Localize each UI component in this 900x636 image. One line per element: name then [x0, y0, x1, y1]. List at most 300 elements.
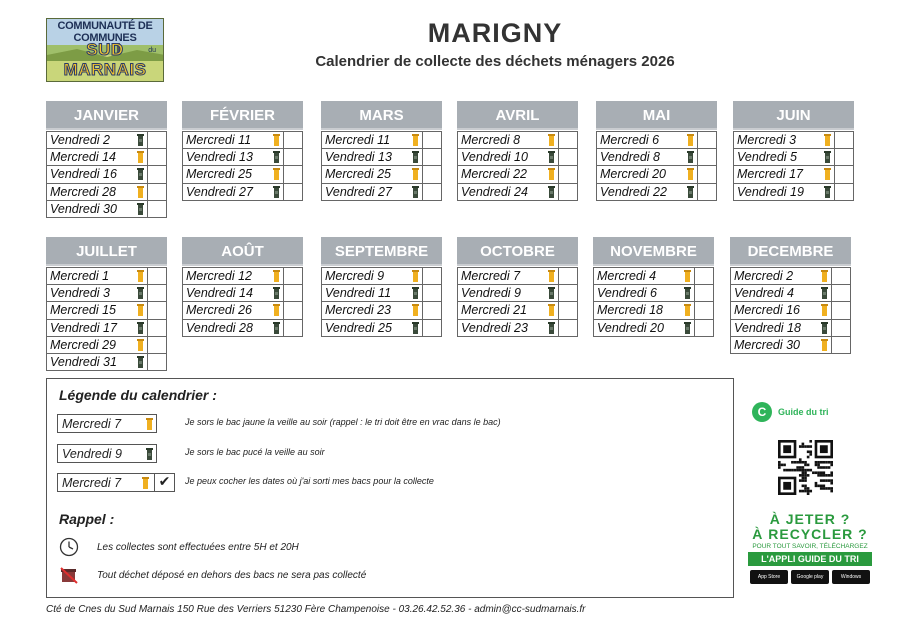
collection-date-text: Mercredi 15 [50, 303, 116, 318]
month-rows [457, 267, 578, 337]
collection-row [183, 184, 302, 201]
collection-row [458, 302, 577, 319]
collection-date-text: Vendredi 10 [461, 150, 528, 165]
legend-sample-date: Mercredi 7 [62, 417, 122, 431]
month-header: NOVEMBRE [593, 237, 714, 264]
collection-row [734, 166, 853, 183]
green-bin-icon [273, 287, 280, 299]
store-badges [740, 570, 880, 590]
month-1 [182, 101, 303, 201]
collection-checkbox[interactable] [558, 268, 577, 284]
yellow-bin-icon [687, 168, 694, 180]
month-header: SEPTEMBRE [321, 237, 442, 264]
collection-date-text: Mercredi 20 [600, 167, 666, 182]
collection-date-text: Vendredi 27 [186, 184, 253, 199]
collection-date [597, 149, 697, 165]
green-bin-icon [273, 322, 280, 334]
legend-text: Je sors le bac jaune la veille au soir (rappel : le tri doit être en vrac dans le bac) [185, 417, 501, 427]
collection-checkbox[interactable] [558, 149, 577, 165]
collection-row [47, 132, 166, 149]
collection-date [458, 132, 558, 148]
logo-line2: COMMUNES [73, 32, 137, 44]
collection-row [47, 268, 166, 285]
collection-row [322, 166, 441, 183]
collection-checkbox[interactable] [422, 320, 441, 336]
collection-date-text: Mercredi 23 [325, 303, 391, 318]
collection-date-text: Vendredi 9 [461, 286, 521, 301]
collection-date-text: Vendredi 20 [597, 320, 664, 335]
collection-date-text: Vendredi 13 [186, 150, 253, 165]
collection-checkbox[interactable] [834, 166, 853, 182]
month-4 [596, 101, 717, 201]
collection-row [458, 132, 577, 149]
month-header: MAI [596, 101, 717, 128]
collection-row [322, 184, 441, 201]
collection-row [322, 320, 441, 337]
collection-checkbox[interactable] [147, 201, 166, 217]
green-bin-icon [687, 151, 694, 163]
collection-checkbox[interactable] [834, 149, 853, 165]
month-2 [321, 101, 442, 201]
month-rows [46, 267, 167, 371]
collection-date [322, 149, 422, 165]
month-header: JANVIER [46, 101, 167, 128]
month-0 [46, 101, 167, 218]
collection-checkbox[interactable] [697, 149, 716, 165]
collection-checkbox[interactable] [558, 320, 577, 336]
collection-checkbox[interactable] [147, 320, 166, 336]
collection-checkbox[interactable] [558, 302, 577, 318]
collection-date-text: Vendredi 14 [186, 286, 253, 301]
windows-phone-badge[interactable]: Windows Phone [832, 570, 870, 584]
collection-row [183, 149, 302, 166]
yellow-bin-icon [821, 304, 828, 316]
collection-row [322, 132, 441, 149]
collection-date [731, 337, 831, 353]
collection-date [183, 132, 283, 148]
collection-checkbox[interactable] [422, 166, 441, 182]
collection-date-text: Vendredi 3 [50, 286, 110, 301]
green-bin-icon [412, 287, 419, 299]
yellow-bin-icon [412, 304, 419, 316]
collection-checkbox[interactable] [422, 184, 441, 200]
month-header: DECEMBRE [730, 237, 851, 264]
collection-date [594, 285, 694, 301]
page-title: MARIGNY [427, 18, 563, 48]
green-bin-icon [137, 203, 144, 215]
collection-checkbox[interactable] [831, 302, 850, 318]
collection-date [597, 184, 697, 200]
collection-row [183, 166, 302, 183]
collection-row [594, 302, 713, 319]
yellow-bin-icon [412, 168, 419, 180]
rappel-text: Tout déchet déposé en dehors des bacs ne sera pas collecté [97, 570, 367, 581]
legend-title: Légende du calendrier : [59, 387, 217, 403]
collection-row [734, 184, 853, 201]
collection-row [47, 201, 166, 218]
collection-date-text: Vendredi 2 [50, 133, 110, 147]
collection-row [458, 166, 577, 183]
collection-date [183, 184, 283, 200]
legend-sample-checked [57, 473, 175, 492]
collection-date [47, 184, 147, 200]
collection-row [458, 268, 577, 285]
month-header: MARS [321, 101, 442, 128]
collection-checkbox[interactable] [697, 132, 716, 148]
collection-date [458, 149, 558, 165]
guide-du-tri[interactable] [752, 402, 829, 422]
collection-date-text: Vendredi 25 [325, 320, 392, 335]
green-bin-icon [548, 186, 555, 198]
yellow-bin-icon [684, 304, 691, 316]
collection-date-text: Mercredi 9 [325, 269, 385, 283]
collection-row [597, 166, 716, 183]
collection-checkbox[interactable] [697, 166, 716, 182]
google-play-badge[interactable]: Google play [791, 570, 829, 584]
collection-row [183, 302, 302, 319]
legend-panel [46, 378, 734, 598]
guide-du-tri-label: Guide du tri [778, 407, 829, 417]
collection-date-text: Vendredi 5 [737, 150, 797, 165]
rappel-title: Rappel : [59, 511, 115, 527]
collection-row [47, 285, 166, 302]
collection-date [47, 166, 147, 182]
collection-date [731, 320, 831, 336]
collection-checkbox[interactable] [558, 285, 577, 301]
month-rows [321, 131, 442, 201]
collection-row [458, 184, 577, 201]
collection-date-text: Mercredi 16 [734, 303, 800, 318]
month-6 [46, 237, 167, 371]
month-header: JUILLET [46, 237, 167, 264]
collection-date-text: Mercredi 11 [186, 133, 252, 147]
collection-date [47, 354, 147, 370]
clock-icon [59, 537, 79, 557]
collection-row [47, 320, 166, 337]
collection-row [597, 149, 716, 166]
collection-date-text: Vendredi 6 [597, 286, 657, 301]
collection-date-text: Mercredi 26 [186, 303, 252, 318]
collection-date [458, 166, 558, 182]
collection-checkbox[interactable] [694, 320, 713, 336]
month-header: FÉVRIER [182, 101, 303, 128]
collection-date-text: Vendredi 28 [186, 320, 253, 335]
legend-sample-date: Mercredi 7 [62, 476, 122, 490]
promo-line4: L'APPLI GUIDE DU TRI [748, 552, 872, 566]
collection-checkbox[interactable] [283, 132, 302, 148]
month-7 [182, 237, 303, 337]
collection-checkbox[interactable] [558, 184, 577, 200]
collection-row [322, 268, 441, 285]
collection-date [597, 132, 697, 148]
qr-code-icon[interactable] [778, 440, 833, 495]
month-rows [730, 267, 851, 354]
collection-checkbox[interactable] [283, 302, 302, 318]
collection-date-text: Vendredi 22 [600, 184, 667, 199]
collection-date-text: Mercredi 2 [734, 269, 794, 283]
month-rows [321, 267, 442, 337]
collection-checkbox[interactable] [694, 285, 713, 301]
collection-date [322, 268, 422, 284]
yellow-bin-icon [273, 168, 280, 180]
collection-checkbox[interactable] [694, 268, 713, 284]
collection-row [731, 320, 850, 337]
collection-checkbox[interactable] [422, 285, 441, 301]
collection-checkbox[interactable] [834, 184, 853, 200]
collection-date-text: Mercredi 7 [461, 269, 521, 283]
collection-date [322, 320, 422, 336]
green-bin-icon [824, 186, 831, 198]
promo-line1: À JETER ? [769, 511, 851, 527]
collection-checkbox[interactable] [147, 132, 166, 148]
collection-date-text: Vendredi 16 [50, 167, 117, 182]
collection-date [47, 302, 147, 318]
collection-checkbox[interactable] [147, 149, 166, 165]
month-rows [596, 131, 717, 201]
yellow-bin-icon [142, 477, 149, 489]
month-10 [593, 237, 714, 337]
green-bin-icon [273, 186, 280, 198]
collection-checkbox[interactable] [147, 302, 166, 318]
app-store-badge[interactable]: App Store [750, 570, 788, 584]
collection-row [47, 354, 166, 371]
collection-row [731, 268, 850, 285]
month-rows [182, 267, 303, 337]
collection-row [594, 320, 713, 337]
collection-checkbox[interactable] [558, 166, 577, 182]
collection-checkbox[interactable] [831, 268, 850, 284]
promo-line2: À RECYCLER ? [752, 526, 868, 542]
collection-checkbox[interactable] [147, 166, 166, 182]
collection-row [47, 149, 166, 166]
legend-sample-yellow [57, 414, 157, 433]
collection-row [47, 337, 166, 354]
collection-date-text: Vendredi 8 [600, 150, 660, 165]
collection-date [594, 268, 694, 284]
green-bin-icon [146, 448, 153, 460]
collection-row [458, 149, 577, 166]
collection-row [458, 285, 577, 302]
green-bin-icon [821, 287, 828, 299]
collection-checkbox[interactable] [283, 285, 302, 301]
green-bin-icon [824, 151, 831, 163]
collection-date [183, 320, 283, 336]
yellow-bin-icon [137, 304, 144, 316]
yellow-bin-icon [687, 134, 694, 146]
green-bin-icon [137, 356, 144, 368]
collection-row [47, 166, 166, 183]
collection-date [734, 166, 834, 182]
collection-checkbox[interactable] [697, 184, 716, 200]
yellow-bin-icon [273, 134, 280, 146]
collection-date [597, 166, 697, 182]
collection-date [183, 149, 283, 165]
yellow-bin-icon [548, 304, 555, 316]
collection-date [322, 132, 422, 148]
month-header: AVRIL [457, 101, 578, 128]
collection-date-text: Vendredi 31 [50, 354, 117, 369]
collection-checkbox[interactable] [422, 149, 441, 165]
collection-row [183, 132, 302, 149]
checkmark-icon[interactable]: ✔ [154, 473, 174, 492]
month-rows [46, 131, 167, 218]
collection-date-text: Vendredi 24 [461, 184, 528, 199]
collection-date [322, 166, 422, 182]
month-rows [733, 131, 854, 201]
collection-date [322, 285, 422, 301]
collection-date-text: Mercredi 30 [734, 337, 800, 352]
collection-date-text: Mercredi 29 [50, 337, 116, 352]
logo-line4: SUD MARNAIS [63, 40, 147, 79]
yellow-bin-icon [824, 168, 831, 180]
app-promo [740, 511, 880, 590]
legend-sample-green [57, 444, 157, 463]
footer-contact: Cté de Cnes du Sud Marnais 150 Rue des Verriers 51230 Fère Champenoise - 03.26.42.52.36 - admin@cc-sudmarnais.fr [46, 604, 586, 615]
collection-date-text: Vendredi 27 [325, 184, 392, 199]
collection-checkbox[interactable] [422, 132, 441, 148]
collection-date [183, 285, 283, 301]
collection-date-text: Mercredi 25 [325, 167, 391, 182]
collection-row [594, 285, 713, 302]
yellow-bin-icon [273, 270, 280, 282]
month-header: JUIN [733, 101, 854, 128]
collection-row [458, 320, 577, 337]
rappel-text: Les collectes sont effectuées entre 5H et 20H [97, 542, 299, 553]
collection-date-text: Mercredi 11 [325, 133, 391, 147]
collection-date [734, 184, 834, 200]
yellow-bin-icon [824, 134, 831, 146]
collection-date-text: Mercredi 22 [461, 167, 527, 182]
collection-row [731, 302, 850, 319]
month-rows [593, 267, 714, 337]
collection-checkbox[interactable] [147, 184, 166, 200]
collection-date [731, 302, 831, 318]
collection-date-text: Vendredi 19 [737, 184, 804, 199]
collection-checkbox[interactable] [834, 132, 853, 148]
collection-date-text: Vendredi 13 [325, 150, 392, 165]
green-bin-icon [137, 134, 144, 146]
collection-checkbox[interactable] [831, 320, 850, 336]
collection-date-text: Vendredi 17 [50, 320, 117, 335]
collection-row [183, 285, 302, 302]
collection-row [322, 149, 441, 166]
collection-checkbox[interactable] [422, 302, 441, 318]
collection-date [322, 302, 422, 318]
collection-date [458, 184, 558, 200]
yellow-bin-icon [684, 270, 691, 282]
month-header: AOÛT [182, 237, 303, 264]
collection-date-text: Vendredi 30 [50, 201, 117, 216]
green-bin-icon [273, 151, 280, 163]
collection-row [731, 285, 850, 302]
collection-checkbox[interactable] [283, 149, 302, 165]
collection-date [458, 302, 558, 318]
logo-line3: du [148, 47, 156, 54]
collection-date [47, 285, 147, 301]
legend-text: Je peux cocher les dates où j'ai sorti mes bacs pour la collecte [185, 476, 434, 486]
collection-checkbox[interactable] [147, 337, 166, 353]
collection-date-text: Vendredi 23 [461, 320, 528, 335]
yellow-bin-icon [137, 186, 144, 198]
month-header: OCTOBRE [457, 237, 578, 264]
collection-row [322, 285, 441, 302]
promo-line3: POUR TOUT SAVOIR, TÉLÉCHARGEZ [752, 543, 868, 550]
collection-checkbox[interactable] [283, 166, 302, 182]
collection-checkbox[interactable] [147, 354, 166, 370]
collection-row [597, 184, 716, 201]
collection-date-text: Mercredi 18 [597, 303, 663, 318]
collection-date [322, 184, 422, 200]
collection-checkbox[interactable] [694, 302, 713, 318]
yellow-bin-icon [137, 151, 144, 163]
collection-date [183, 268, 283, 284]
collection-date [47, 201, 147, 217]
collection-checkbox[interactable] [283, 268, 302, 284]
collection-date [47, 132, 147, 148]
collection-row [183, 320, 302, 337]
collection-date-text: Mercredi 4 [597, 269, 657, 283]
collection-checkbox[interactable] [422, 268, 441, 284]
green-bin-icon [687, 186, 694, 198]
month-5 [733, 101, 854, 201]
collection-date [458, 268, 558, 284]
collection-date [47, 337, 147, 353]
collection-checkbox[interactable] [283, 184, 302, 200]
collection-date-text: Mercredi 25 [186, 167, 252, 182]
guide-du-tri-logo-icon: C [752, 402, 772, 422]
green-bin-icon [137, 322, 144, 334]
yellow-bin-icon [273, 304, 280, 316]
collection-date [734, 149, 834, 165]
yellow-bin-icon [821, 270, 828, 282]
collection-date [731, 285, 831, 301]
green-bin-icon [137, 168, 144, 180]
collection-row [47, 302, 166, 319]
legend-sample-date: Vendredi 9 [62, 447, 122, 461]
yellow-bin-icon [548, 270, 555, 282]
collection-checkbox[interactable] [147, 268, 166, 284]
yellow-bin-icon [146, 418, 153, 430]
collection-row [47, 184, 166, 201]
collection-checkbox[interactable] [147, 285, 166, 301]
collection-date-text: Vendredi 11 [325, 286, 392, 301]
month-8 [321, 237, 442, 337]
collection-row [731, 337, 850, 354]
green-bin-icon [412, 151, 419, 163]
month-9 [457, 237, 578, 337]
collection-date-text: Vendredi 4 [734, 286, 794, 301]
collection-checkbox[interactable] [283, 320, 302, 336]
month-11 [730, 237, 851, 354]
green-bin-icon [412, 186, 419, 198]
collection-date-text: Mercredi 6 [600, 133, 660, 147]
collection-checkbox[interactable] [558, 132, 577, 148]
collection-row [734, 132, 853, 149]
collection-row [322, 302, 441, 319]
collection-date-text: Mercredi 21 [461, 303, 527, 318]
collection-date [594, 320, 694, 336]
collection-date [734, 132, 834, 148]
collection-date [458, 285, 558, 301]
collection-row [594, 268, 713, 285]
yellow-bin-icon [412, 134, 419, 146]
collection-date [594, 302, 694, 318]
collection-date-text: Mercredi 17 [737, 167, 803, 182]
collection-checkbox[interactable] [831, 285, 850, 301]
green-bin-icon [412, 322, 419, 334]
collection-checkbox[interactable] [831, 337, 850, 353]
month-rows [182, 131, 303, 201]
